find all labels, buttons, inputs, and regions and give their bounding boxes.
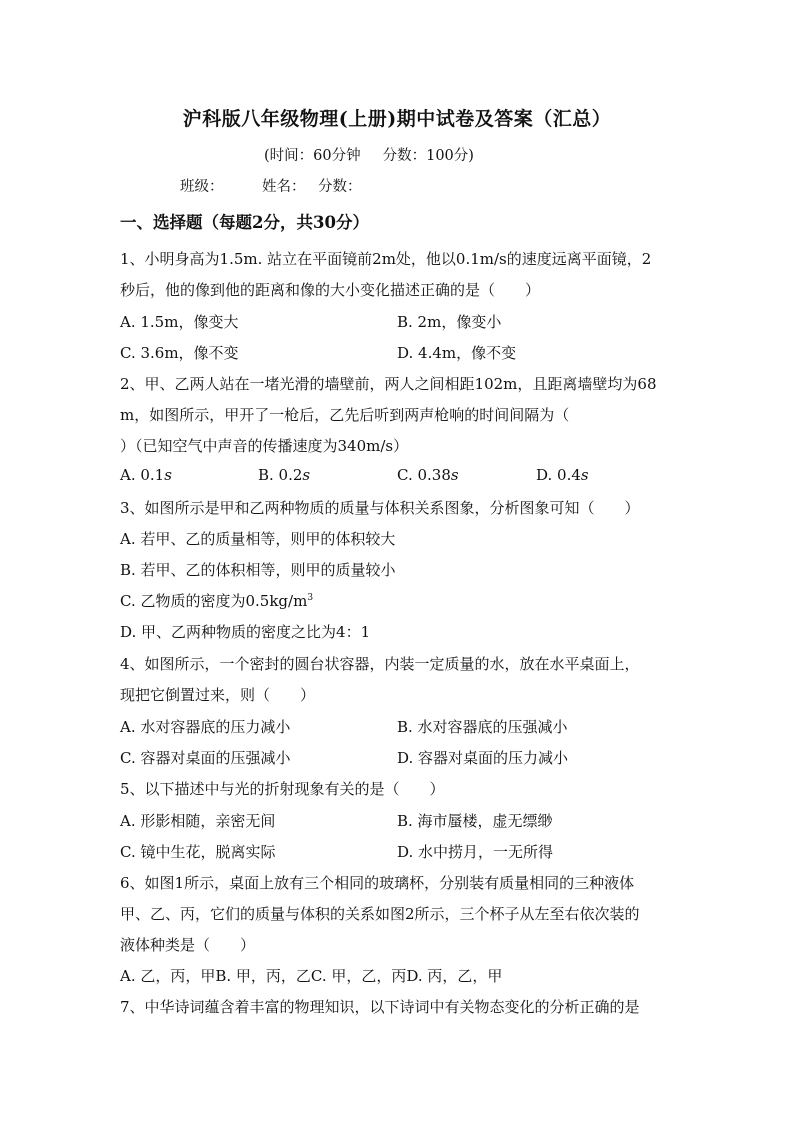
q4-option-b: B. 水对容器底的压强减小 [397, 718, 568, 736]
q5-option-b: B. 海市蜃楼，虚无缥缈 [397, 812, 553, 830]
name-label: 姓名： [262, 179, 306, 195]
page-title: 沪科版八年级物理(上册)期中试卷及答案（汇总） [182, 108, 612, 130]
question-6-text-cont2: 液体种类是（ ） [120, 936, 256, 954]
q2-option-a: A. 0.1s [120, 466, 172, 484]
q2-option-c: C. 0.38s [397, 466, 459, 484]
q1-option-a: A. 1.5m，像变大 [120, 313, 239, 331]
q4-option-c: C. 容器对桌面的压强减小 [120, 749, 291, 767]
q1-option-d: D. 4.4m，像不变 [397, 344, 517, 362]
question-4-text-cont: 现把它倒置过来，则（ ） [120, 686, 316, 704]
section-heading: 一、选择题（每题2分，共30分） [120, 213, 369, 232]
question-1-text-cont: 秒后，他的像到他的距离和像的大小变化描述正确的是（ ） [120, 281, 541, 299]
score-label: 分数： [318, 179, 362, 195]
question-1-text: 1、小明身高为1.5m. 站立在平面镜前2m处，他以0.1m/s的速度远离平面镜，2 [120, 250, 652, 268]
question-2-text-cont: m，如图所示，甲开了一枪后，乙先后听到两声枪响的时间间隔为（ [120, 406, 570, 424]
question-6-text-cont: 甲、乙、丙，它们的质量与体积的关系如图2所示，三个杯子从左至右依次装的 [120, 905, 640, 923]
q4-option-a: A. 水对容器底的压力减小 [120, 718, 291, 736]
q3-option-b: B. 若甲、乙的体积相等，则甲的质量较小 [120, 561, 396, 579]
exam-info [264, 144, 474, 165]
question-2-text-cont2: ）（已知空气中声音的传播速度为340m/s） [120, 437, 409, 455]
q3-option-a: A. 若甲、乙的质量相等，则甲的体积较大 [120, 530, 396, 548]
question-3-text: 3、如图所示是甲和乙两种物质的质量与体积关系图象，分析图象可知（ ） [120, 499, 640, 517]
student-info [180, 175, 362, 196]
q3-option-c: C. 乙物质的密度为$0.5kg/m^3$ [120, 592, 314, 610]
q5-option-d: D. 水中捞月，一无所得 [397, 843, 554, 861]
q5-option-a: A. 形影相随，亲密无间 [120, 812, 276, 830]
question-6-text: 6、如图1所示，桌面上放有三个相同的玻璃杯，分别装有质量相同的三种液体 [120, 874, 635, 892]
q1-option-b: B. 2m，像变小 [397, 313, 502, 331]
q2-option-b: B. 0.2s [258, 466, 311, 484]
time-limit: (时间：60分钟 [264, 148, 361, 164]
question-4-text: 4、如图所示，一个密封的圆台状容器，内装一定质量的水，放在水平桌面上， [120, 655, 640, 673]
question-5-text: 5、以下描述中与光的折射现象有关的是（ ） [120, 780, 445, 798]
q5-option-c: C. 镜中生花，脱离实际 [120, 843, 276, 861]
q3-option-d: D. 甲、乙两种物质的密度之比为4：1 [120, 623, 371, 641]
total-score: 分数：100分) [382, 148, 474, 164]
q1-option-c: C. 3.6m，像不变 [120, 344, 239, 362]
q4-option-d: D. 容器对桌面的压力减小 [397, 749, 569, 767]
q6-options: A. 乙，丙，甲B. 甲，丙，乙C. 甲，乙，丙D. 丙，乙，甲 [120, 967, 503, 985]
question-2-text: 2、甲、乙两人站在一堵光滑的墙壁前，两人之间相距102m，且距离墙壁均为68 [120, 375, 657, 393]
question-7-text: 7、中华诗词蕴含着丰富的物理知识，以下诗词中有关物态变化的分析正确的是 [120, 998, 640, 1016]
q2-option-d: D. 0.4s [536, 466, 589, 484]
class-label: 班级： [180, 179, 224, 195]
